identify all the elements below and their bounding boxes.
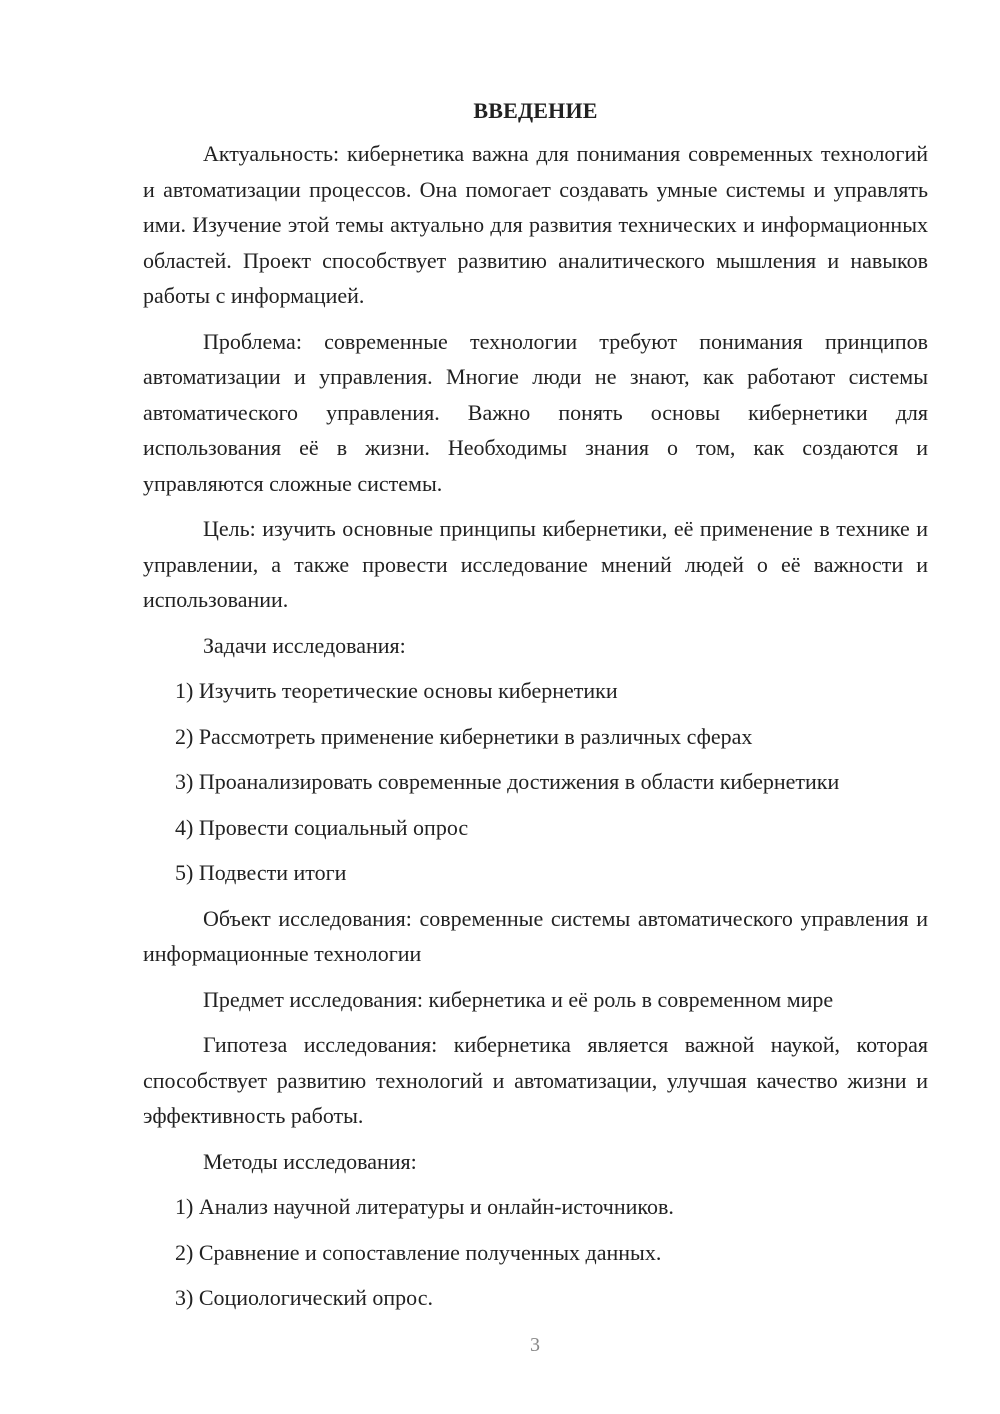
- page-title: ВВЕДЕНИЕ: [473, 98, 598, 123]
- task-item: 4) Провести социальный опрос: [175, 814, 469, 840]
- page-content: [143, 96, 928, 1326]
- relevance-paragraph: Актуальность: кибернетика важна для понимания современных технологий и автоматизации процессов. Она помогает создавать умные системы и управлять ими. Изучение этой темы актуально для развития технических и информационных областей. Проект способствует развитию аналитического мышления и навыков работы с информацией.: [143, 141, 928, 308]
- problem-paragraph: Проблема: современные технологии требуют понимания принципов автоматизации и управления. Многие люди не знают, как работают системы автоматического управления. Важно понять основы кибернетики для использования её в жизни. Необходимы знания о том, как создаются и управляются сложные системы.: [143, 328, 928, 496]
- page-number: 3: [530, 1334, 540, 1356]
- method-item: 1) Анализ научной литературы и онлайн-источников.: [175, 1194, 674, 1219]
- goal-paragraph: Цель: изучить основные принципы кибернетики, её применение в технике и управлении, а также провести исследование мнений людей о её важности и использовании.: [143, 516, 928, 612]
- task-item: 5) Подвести итоги: [175, 860, 347, 885]
- hypothesis-paragraph: Гипотеза исследования: кибернетика является важной наукой, которая способствует развитию технологий и автоматизации, улучшая качество жизни и эффективность работы.: [143, 1032, 928, 1128]
- task-item: 3) Проанализировать современные достижения в области кибернетики: [175, 769, 840, 794]
- task-item: 2) Рассмотреть применение кибернетики в различных сферах: [175, 723, 753, 749]
- object-paragraph: Объект исследования: современные системы автоматического управления и информационные технологии: [143, 905, 928, 966]
- subject-paragraph: Предмет исследования: кибернетика и её роль в современном мире: [203, 986, 834, 1012]
- tasks-heading: Задачи исследования:: [203, 632, 406, 658]
- methods-heading: Методы исследования:: [203, 1148, 417, 1174]
- method-item: 2) Сравнение и сопоставление полученных данных.: [175, 1239, 662, 1265]
- task-item: 1) Изучить теоретические основы кибернетики: [175, 678, 618, 703]
- method-item: 3) Социологический опрос.: [175, 1285, 433, 1310]
